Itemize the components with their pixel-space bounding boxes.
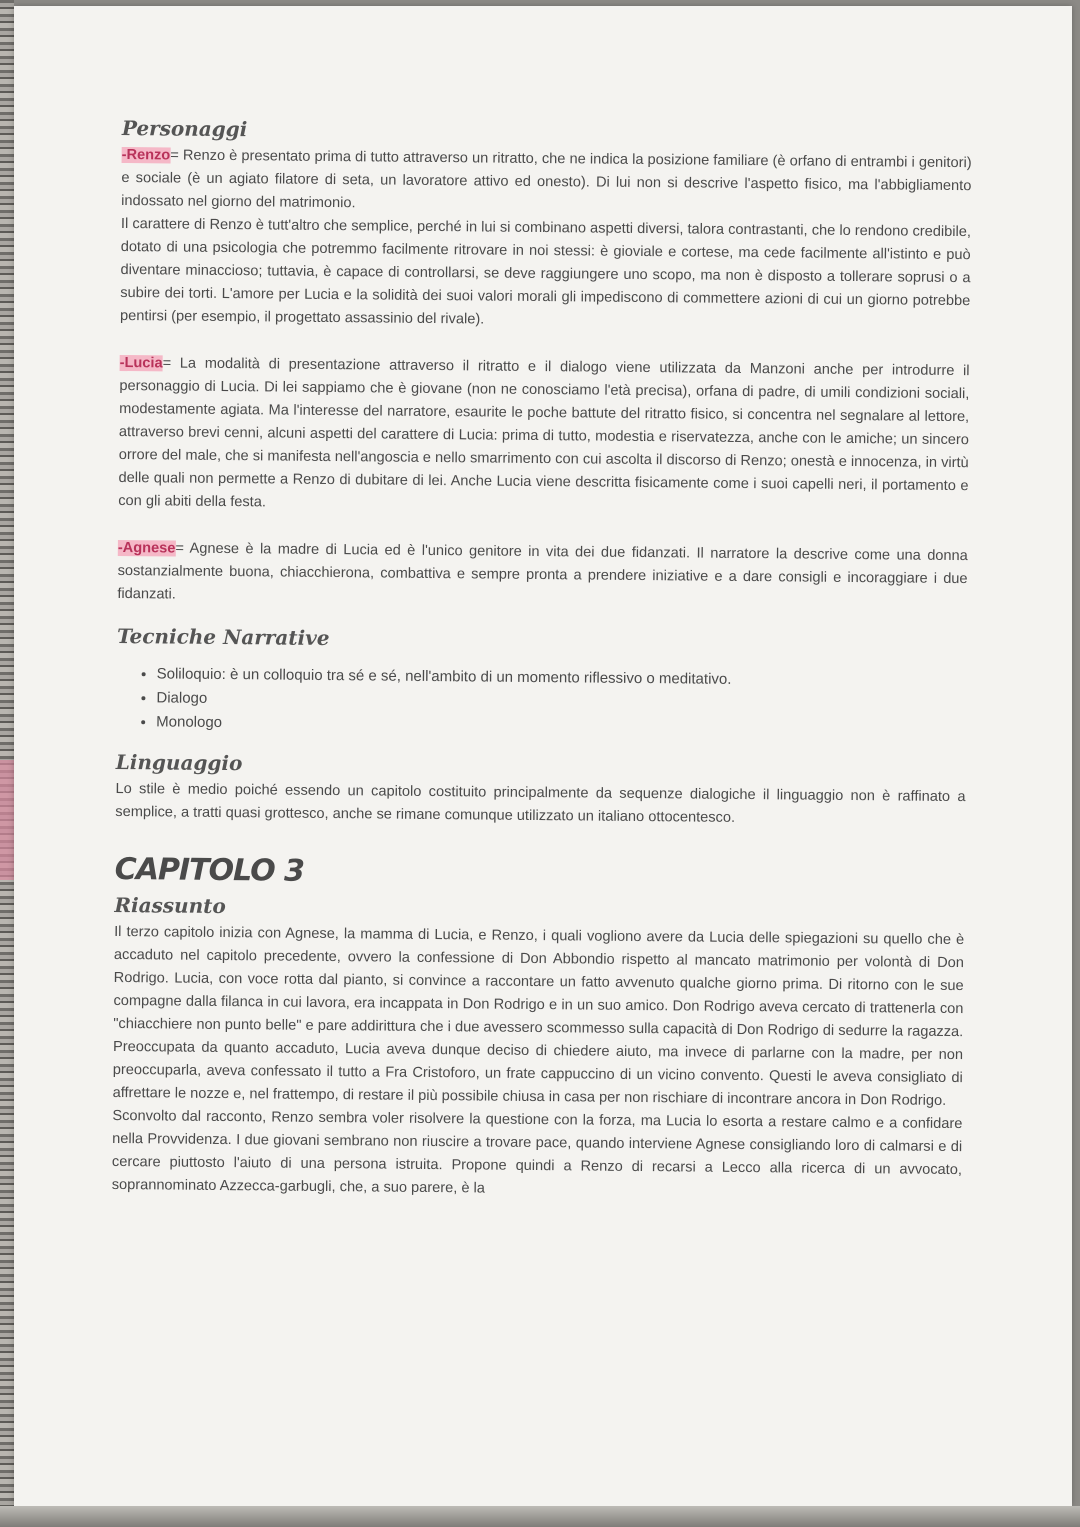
list-item: • Dialogo (156, 686, 966, 718)
page-bottom-edge (0, 1506, 1080, 1527)
lucia-text: = La modalità di presentazione attraverso il ritratto e il dialogo viene utilizzata da Manzoni anche per introdurre il personaggio di Lucia. Di lei sappiamo che è giovane (non ne conosciamo l'età precisa), orfana di padre, di umili condizioni sociali, modestamente agiata. Ma l'interesse del narratore, esaurite le poche battute del ritratto fisico, si concentra nel segnalare al lettore, attraverso brevi cenni, alcuni aspetti del carattere di Lucia: prima di tutto, modestia e riservatezza, anche con le amiche; un sincero orrore del male, che si manifesta nell'angoscia e nello smarrimento con cui ascolta il discorso di Renzo; onestà e innocenza, in virtù delle quali non permette a Renzo di dubitare di lei. Anche Lucia viene descritta fisicamente come i suoi capelli neri, il portamento e con gli abiti della festa. (118, 355, 970, 511)
section-title-tecniche: Tecniche Narrative (116, 623, 330, 651)
section-title-personaggi: Personaggi (121, 116, 248, 142)
list-item: • Soliloquio: è un colloquio tra sé e sé, nell'ambito di un momento riflessivo o meditativo. (157, 662, 967, 694)
chapter-title: CAPITOLO 3 (114, 851, 305, 889)
tecniche-list (156, 662, 967, 742)
section-title-riassunto: Riassunto (114, 892, 226, 919)
highlight-lucia: -Lucia (119, 354, 163, 372)
paragraph-lucia (118, 352, 970, 521)
paragraph-agnese (117, 537, 968, 614)
paragraph-renzo (121, 144, 972, 221)
notebook-binding (0, 0, 14, 1527)
highlight-agnese: -Agnese (117, 539, 176, 557)
paragraph-linguaggio: Lo stile è medio poiché essendo un capitolo costituito principalmente da sequenze dialogiche il linguaggio non è raffinato a semplice, a tratti quasi grottesco, anche se rimane comunque utilizzato un italiano ottocentesco. (115, 780, 966, 826)
section-title-linguaggio: Linguaggio (115, 749, 243, 776)
renzo-text: = Renzo è presentato prima di tutto attraverso un ritratto, che ne indica la posizione familiare (è orfano di entrambi i genitori) e sociale (è un agiato filatore di seta, un lavoratore attivo ed onesto). Di lui non si descrive l'aspetto fisico, ma l'abbigliamento indossato nel giorno del matrimonio. (121, 147, 972, 212)
paragraph-renzo-carattere: Il carattere di Renzo è tutt'altro che semplice, perché in lui si combinano aspetti diversi, talora contrastanti, che lo rendono credibile, dotato di una psicologia che potremmo facilmente ritrovare in noi stessi: è gioviale e cortese, ma cede facilmente all'istinto e può diventare minaccioso; tuttavia, è capace di controllarsi, se deve raggiungere uno scopo, ma non è disposto a tollerare soprusi o a subire dei torti. L'amore per Lucia e la solidità dei suoi valori morali gli impediscono di commettere azioni di cui un giorno potrebbe pentirsi (per esempio, il progettato assassinio del rivale). (120, 215, 972, 328)
paragraph-riassunto-1: Il terzo capitolo inizia con Agnese, la mamma di Lucia, e Renzo, i quali vogliono avere da Lucia delle spiegazioni su quello che è accaduto nel capitolo precedente, ovvero la confessione di Don Abbondio rispetto al mancato matrimonio per volontà di Don Rodrigo. Lucia, con voce rotta dal pianto, si convince a raccontare un fatto avvenuto qualche giorno prima. Di ritorno con le sue compagne dalla filanca in cui lavora, era incappata in Don Rodrigo e in un suo amico. Don Rodrigo aveva cercato di trattenerla con "chiacchiere non punto belle" e pare addirittura che i due avessero scommesso sulla capacità di Don Rodrigo di sedurre la ragazza. Preoccupata da quanto accaduto, Lucia aveva dunque deciso di chiedere aiuto, ma invece di parlarne con la madre, per non preoccuparla, aveva confessato il tutto a Fra Cristoforo, un frate cappuccino di un vicino convento. Questi le aveva consigliato di affrettare le nozze e, nel frattempo, di restare il più possibile chiusa in casa per non rischiare di incontrare ancora in Don Rodrigo. (112, 923, 965, 1109)
highlight-renzo: -Renzo (121, 146, 171, 164)
paragraph-riassunto-2: Sconvolto dal racconto, Renzo sembra voler risolvere la questione con la forza, ma Lucia lo esorta a restare calmo e a confidare nella Provvidenza. I due giovani sembrano non riuscire a trovare pace, quando interviene Agnese consigliando loro di calmarsi e di cercare piuttosto l'aiuto di una persona istruita. Propone quindi a Renzo di recarsi a Lecco alla ricerca di un avvocato, soprannominato Azzecca-garbugli, che, a suo parere, è la (111, 1107, 963, 1197)
paper-sheet (14, 6, 1072, 1506)
page-content (112, 116, 972, 1205)
agnese-text: = Agnese è la madre di Lucia ed è l'unico genitore in vita dei due fidanzati. Il narratore la descrive come una donna sostanzialmente buona, chiacchierona, combattiva e sempre pronta a prendere iniziative e a dare consigli e incoraggiare i due fidanzati. (117, 540, 968, 603)
list-item: • Monologo (156, 710, 966, 742)
binding-pink-stain (0, 760, 14, 880)
